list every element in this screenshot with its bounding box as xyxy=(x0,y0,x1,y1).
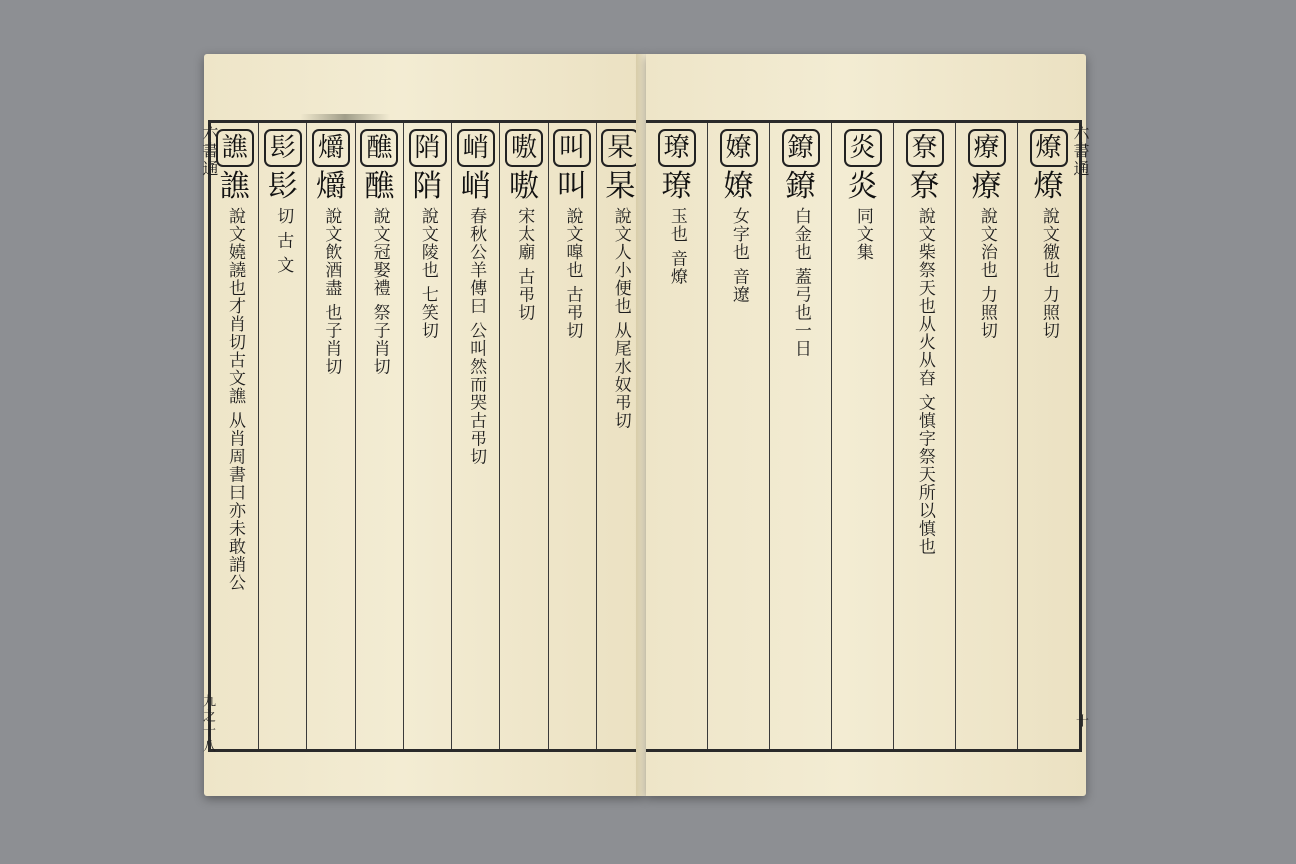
variant-glyph: 燎 xyxy=(1033,169,1064,204)
seal-character-box: 醮 xyxy=(360,129,398,167)
variant-glyph: 炎 xyxy=(847,169,878,204)
folio-number: 九之十八 xyxy=(200,694,215,754)
right-column xyxy=(1017,123,1079,749)
right-column xyxy=(646,123,707,749)
right-column xyxy=(707,123,769,749)
right-page xyxy=(646,54,1090,796)
seal-character-box: 爝 xyxy=(312,129,350,167)
annotation-text: 說文冠娶禮 祭子肖切 xyxy=(369,206,390,375)
annotation-text: 說文治也 力照切 xyxy=(976,206,997,339)
variant-glyph: 峭 xyxy=(460,169,491,204)
right-columns xyxy=(646,123,1079,749)
open-book xyxy=(196,48,1096,808)
annotation-text: 春秋公羊傳曰 公叫然而哭古弔切 xyxy=(466,206,487,465)
seal-character-box: 叫 xyxy=(553,129,591,167)
right-column xyxy=(955,123,1017,749)
variant-glyph: 璙 xyxy=(661,169,692,204)
right-column xyxy=(893,123,955,749)
seal-character-box: 療 xyxy=(968,129,1006,167)
right-column xyxy=(831,123,893,749)
seal-character-box: 陗 xyxy=(409,129,447,167)
left-column xyxy=(355,123,403,749)
variant-glyph: 陗 xyxy=(412,169,443,204)
left-column xyxy=(451,123,499,749)
right-column xyxy=(769,123,831,749)
annotation-text: 說文柴祭天也从火从昚 文慎字祭天所以慎也 xyxy=(914,206,935,555)
seal-character-box: 鐐 xyxy=(782,129,820,167)
variant-glyph: 譙 xyxy=(219,169,250,204)
variant-glyph: 爝 xyxy=(316,169,347,204)
seal-character-box: 譙 xyxy=(216,129,254,167)
right-page-frame xyxy=(646,120,1082,752)
annotation-text: 說文飲酒盡 也子肖切 xyxy=(321,206,342,375)
variant-glyph: 療 xyxy=(971,169,1002,204)
margin-title-right: 六書通 xyxy=(1071,124,1090,178)
left-column xyxy=(258,123,306,749)
seal-character-box: 杲 xyxy=(601,129,639,167)
variant-glyph: 鐐 xyxy=(785,169,816,204)
seal-character-box: 炎 xyxy=(844,129,882,167)
margin-title: 六書通 xyxy=(200,124,219,178)
folio-number-right: 十 xyxy=(1073,714,1088,729)
variant-glyph: 嗷 xyxy=(508,169,539,204)
annotation-text: 說文陵也 七笑切 xyxy=(417,206,438,339)
seal-character-box: 璙 xyxy=(658,129,696,167)
seal-character-box: 尞 xyxy=(906,129,944,167)
annotation-text: 宋太廟 古弔切 xyxy=(514,206,535,321)
seal-character-box: 嗷 xyxy=(505,129,543,167)
annotation-text: 切 古 文 xyxy=(273,206,294,274)
annotation-text: 同文集 xyxy=(852,206,873,261)
left-column xyxy=(548,123,596,749)
seal-character-box: 峭 xyxy=(457,129,495,167)
left-page xyxy=(200,54,644,796)
left-column xyxy=(306,123,354,749)
left-column xyxy=(403,123,451,749)
annotation-text: 白金也 蓋弓也一日 xyxy=(790,206,811,357)
annotation-text: 說文嬈譊也才肖切古文譙 从肖周書曰亦未敢誚公 xyxy=(224,206,245,591)
variant-glyph: 嫽 xyxy=(723,169,754,204)
annotation-text: 說文徼也 力照切 xyxy=(1038,206,1059,339)
left-column xyxy=(499,123,547,749)
annotation-text: 說文嘷也 古弔切 xyxy=(562,206,583,339)
annotation-text: 玉也 音燎 xyxy=(666,206,687,285)
seal-character-box: 燎 xyxy=(1030,129,1068,167)
seal-character-box: 嫽 xyxy=(720,129,758,167)
variant-glyph: 醮 xyxy=(364,169,395,204)
variant-glyph: 髟 xyxy=(267,169,298,204)
seal-character-box: 髟 xyxy=(264,129,302,167)
left-column xyxy=(211,123,258,749)
left-page-frame xyxy=(208,120,644,752)
variant-glyph: 叫 xyxy=(557,169,588,204)
variant-glyph: 杲 xyxy=(605,169,636,204)
annotation-text: 說文人小便也 从尾水奴弔切 xyxy=(610,206,631,429)
variant-glyph: 尞 xyxy=(909,169,940,204)
annotation-text: 女字也 音遼 xyxy=(728,206,749,303)
left-columns xyxy=(211,123,644,749)
